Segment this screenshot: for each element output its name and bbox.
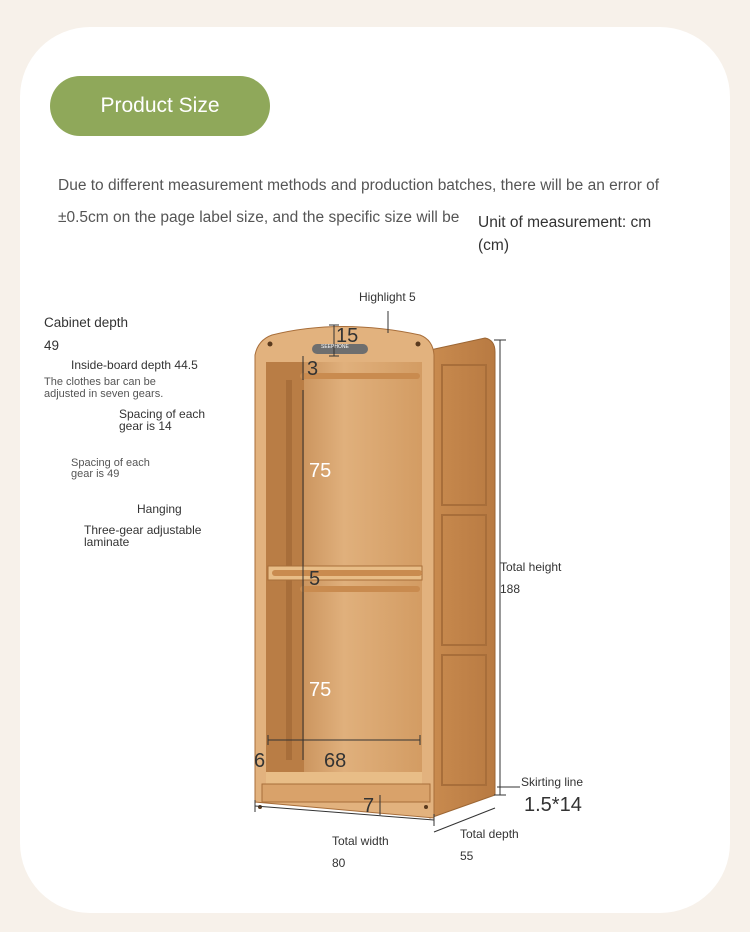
dim-side: 6 xyxy=(254,750,266,772)
intro-line-1: Due to different measurement methods and production batches, there will be an error of xyxy=(58,177,660,194)
page-title: Product Size xyxy=(50,76,270,136)
skirting-line-value: 1.5*14 xyxy=(524,794,582,816)
hanging-label: Hanging xyxy=(137,502,182,516)
name-plate-text: SEEPHONE xyxy=(321,344,349,350)
dim-base: 7 xyxy=(363,795,375,817)
total-depth-value: 55 xyxy=(460,849,474,863)
dim-lower: 75 xyxy=(309,679,332,701)
laminate-line-2: laminate xyxy=(84,535,130,549)
spacing-49-line-2: gear is 49 xyxy=(71,468,120,480)
total-width-value: 80 xyxy=(332,856,346,870)
dim-shelf: 5 xyxy=(309,568,321,590)
intro-line-2: ±0.5cm on the page label size, and the specific size will be xyxy=(58,209,460,226)
total-height-value: 188 xyxy=(500,582,521,596)
spacing-14-line-1: Spacing of each xyxy=(119,407,206,421)
cabinet-depth-value: 49 xyxy=(44,338,60,353)
clothes-bar-note-2: adjusted in seven gears. xyxy=(44,388,164,400)
total-width-label: Total width xyxy=(332,834,389,848)
spacing-14-line-2: gear is 14 xyxy=(119,419,172,433)
dim-inner-width: 68 xyxy=(324,750,347,772)
dim-bar-gap: 3 xyxy=(307,358,319,380)
cabinet-depth-label: Cabinet depth xyxy=(44,315,129,330)
total-depth-label: Total depth xyxy=(460,827,519,841)
laminate-line-1: Three-gear adjustable xyxy=(84,523,202,537)
dim-upper: 75 xyxy=(309,460,332,482)
clothes-bar-note-1: The clothes bar can be xyxy=(44,376,156,388)
inside-board-depth: Inside-board depth 44.5 xyxy=(71,358,198,372)
skirting-line-label: Skirting line xyxy=(521,775,584,789)
spacing-49-line-1: Spacing of each xyxy=(71,457,150,469)
unit-line-1: Unit of measurement: cm xyxy=(478,214,652,231)
total-height-label: Total height xyxy=(500,560,562,574)
dim-top: 15 xyxy=(336,325,359,347)
highlight-label: Highlight 5 xyxy=(359,290,416,304)
unit-line-2: (cm) xyxy=(478,237,509,254)
